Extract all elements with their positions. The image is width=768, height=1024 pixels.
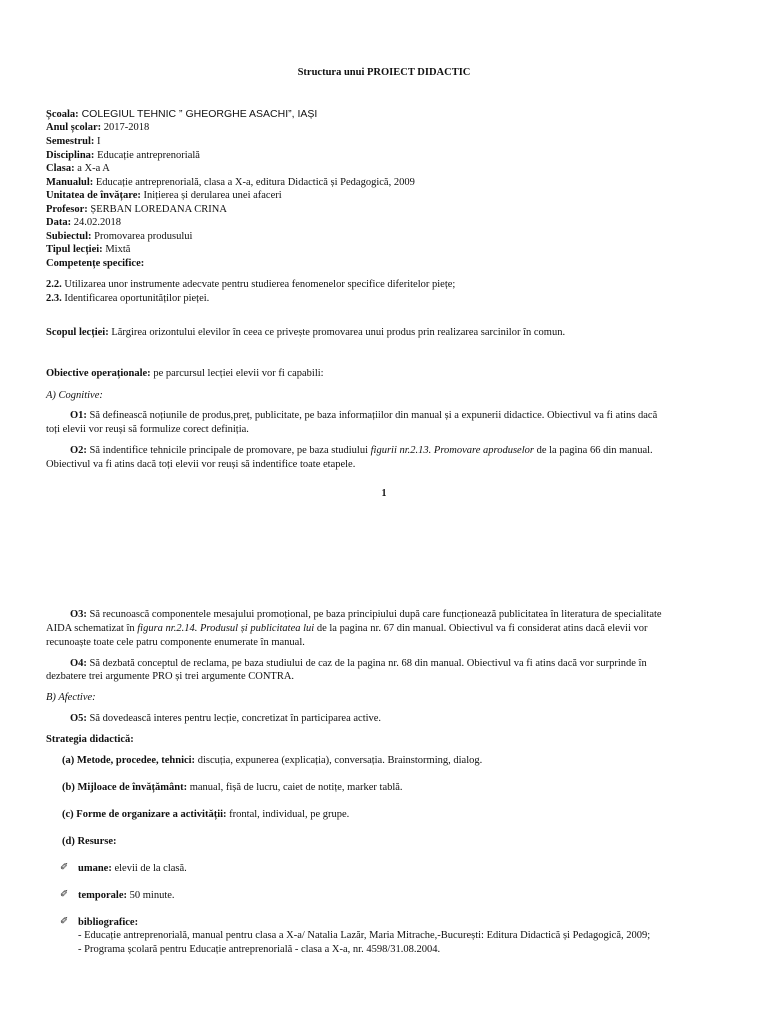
competenta-text: Identificarea oportunităților pieței. [61, 293, 210, 304]
resurse-umane-line [78, 862, 728, 875]
disciplina-line [46, 149, 728, 162]
strategia-item-a [62, 754, 728, 767]
competenta-number: 2.2. [46, 279, 62, 290]
profesor-line [46, 203, 728, 216]
o2-line-2: Obiectivul va fi atins dacă toți elevii vor reuși să indentifice toate etapele. [46, 459, 356, 470]
o4-line-1 [70, 657, 728, 670]
o2-text-1c: de la pagina 66 din manual. [536, 445, 653, 456]
o5-line [70, 712, 728, 725]
clasa-value: a X-a A [74, 163, 110, 174]
forme-label: (c) Forme de organizare a activității: [62, 809, 227, 820]
metode-text: discuția, expunerea (explicația), conversația. Brainstorming, dialog. [195, 755, 483, 766]
scop-line [46, 326, 728, 339]
scoala-line [46, 108, 728, 121]
metode-label: (a) Metode, procedee, tehnici: [62, 755, 196, 766]
strategia-item-b [62, 781, 728, 794]
page-number: 1 [381, 488, 387, 499]
unitate-line [46, 189, 728, 202]
o1-line-2: toți elevii vor reuși să formulize corect definiția. [46, 424, 249, 435]
bibliografice-label: bibliografice: [78, 917, 139, 928]
profesor-value: ȘERBAN LOREDANA CRINA [87, 204, 227, 215]
strategia-item-c [62, 808, 728, 821]
o3-text-2a: AIDA schematizat în [46, 623, 138, 634]
o3-line-2 [46, 622, 728, 635]
obiective-label: Obiective operaționale: [46, 368, 151, 379]
disciplina-value: Educație antreprenorială [94, 150, 200, 161]
semestru-line [46, 135, 728, 148]
data-label: Data: [46, 217, 72, 228]
tip-lectie-line [46, 243, 728, 256]
o3-line-3: recunoaște toate cele patru componente enumerate în manual. [46, 637, 305, 648]
pen-bullet-icon: ✐ [60, 916, 69, 927]
o2-label: O2: [70, 445, 87, 456]
semestru-value: I [94, 136, 101, 147]
o5-text: Să dovedească interes pentru lecție, concretizat în participarea active. [86, 713, 382, 724]
scoala-value: COLEGIUL TEHNIC ” GHEORGHE ASACHI”, IAȘI [78, 108, 318, 120]
cognitive-heading: A) Cognitive: [46, 390, 103, 401]
o3-figure-ref: figura nr.2.14. Produsul și publicitatea lui [137, 623, 315, 634]
clasa-label: Clasa: [46, 163, 75, 174]
competenta-2-2 [46, 278, 728, 291]
obiective-line [46, 367, 728, 380]
scop-label: Scopul lecției: [46, 327, 109, 338]
an-scolar-value: 2017-2018 [101, 122, 150, 133]
temporale-text: 50 minute. [126, 890, 175, 901]
clasa-line [46, 162, 728, 175]
manual-line [46, 176, 728, 189]
competente-heading: Competențe specifice: [46, 258, 145, 269]
profesor-label: Profesor: [46, 204, 88, 215]
mijloace-label: (b) Mijloace de învățământ: [62, 782, 188, 793]
o4-text-1: Să dezbată conceptul de reclama, pe baza studiului de caz de la pagina nr. 68 din manual. Obiectivul va fi atins dacă vor surprinde în [86, 658, 647, 669]
o1-label: O1: [70, 410, 87, 421]
mijloace-text: manual, fișă de lucru, caiet de notițe, marker tablă. [187, 782, 403, 793]
forme-text: frontal, individual, pe grupe. [226, 809, 350, 820]
an-scolar-label: Anul școlar: [46, 122, 102, 133]
temporale-label: temporale: [78, 890, 127, 901]
competenta-text: Utilizarea unor instrumente adecvate pentru studierea fenomenelor specifice diferitelor piețe; [61, 279, 456, 290]
umane-text: elevii de la clasă. [111, 863, 187, 874]
data-value: 24.02.2018 [71, 217, 121, 228]
disciplina-label: Disciplina: [46, 150, 95, 161]
o4-line-2: dezbatere trei argumente PRO și trei argumente CONTRA. [46, 671, 295, 682]
manual-value: Educație antreprenorială, clasa a X-a, editura Didactică și Pedagogică, 2009 [93, 177, 415, 188]
bibliografie-item-1: - Educație antreprenorială, manual pentru clasa a X-a/ Natalia Lazăr, Maria Mitrache,-București: Editura Didactică și Pedagogică, 2009; [78, 930, 651, 941]
o1-line-1 [70, 409, 728, 422]
bibliografie-item-2: - Programa școlară pentru Educație antreprenorială - clasa a X-a, nr. 4598/31.08.2004. [78, 944, 441, 955]
manual-label: Manualul: [46, 177, 94, 188]
strategia-item-d: (d) Resurse: [62, 836, 117, 847]
unitate-value: Inițierea și derularea unei afaceri [140, 190, 282, 201]
tip-lectie-value: Mixtă [102, 244, 131, 255]
resurse-temporale-line [78, 889, 728, 902]
o2-figure-ref: figurii nr.2.13. Promovare aproduselor [370, 445, 537, 456]
o2-text-1a: Să indentifice tehnicile principale de promovare, pe baza studiului [86, 445, 371, 456]
data-line [46, 216, 728, 229]
strategia-heading: Strategia didactică: [46, 734, 134, 745]
scop-text: Lărgirea orizontului elevilor în ceea ce privește promovarea unui produs prin realizarea sarcinilor în comun. [108, 327, 566, 338]
subiect-value: Promovarea produsului [91, 231, 193, 242]
o3-label: O3: [70, 609, 87, 620]
pen-bullet-icon: ✐ [60, 862, 69, 873]
competenta-number: 2.3. [46, 293, 62, 304]
afective-heading: B) Afective: [46, 692, 96, 703]
o4-label: O4: [70, 658, 87, 669]
pen-bullet-icon: ✐ [60, 889, 69, 900]
o2-line-1 [70, 444, 728, 457]
o3-line-1 [70, 608, 728, 621]
umane-label: umane: [78, 863, 112, 874]
document-title: Structura unui PROIECT DIDACTIC [297, 67, 471, 78]
o5-label: O5: [70, 713, 87, 724]
scoala-label: Școala: [46, 109, 79, 120]
obiective-text: pe parcursul lecției elevii vor fi capabili: [150, 368, 324, 379]
subiect-line [46, 230, 728, 243]
o3-text-2c: de la pagina nr. 67 din manual. Obiectivul va fi considerat atins dacă elevii vor [314, 623, 648, 634]
o3-text-1: Să recunoască componentele mesajului promoțional, pe baza principiului după care funcționează publicitatea în literatura de specialitate [86, 609, 662, 620]
an-scolar-line [46, 121, 728, 134]
subiect-label: Subiectul: [46, 231, 92, 242]
o1-text-1: Să definească noțiunile de produs,preț, publicitate, pe baza informațiilor din manual și a expunerii didactice. Obiectivul va fi atins dacă [86, 410, 658, 421]
competenta-2-3 [46, 292, 728, 305]
unitate-label: Unitatea de învățare: [46, 190, 141, 201]
tip-lectie-label: Tipul lecției: [46, 244, 103, 255]
semestru-label: Semestrul: [46, 136, 95, 147]
